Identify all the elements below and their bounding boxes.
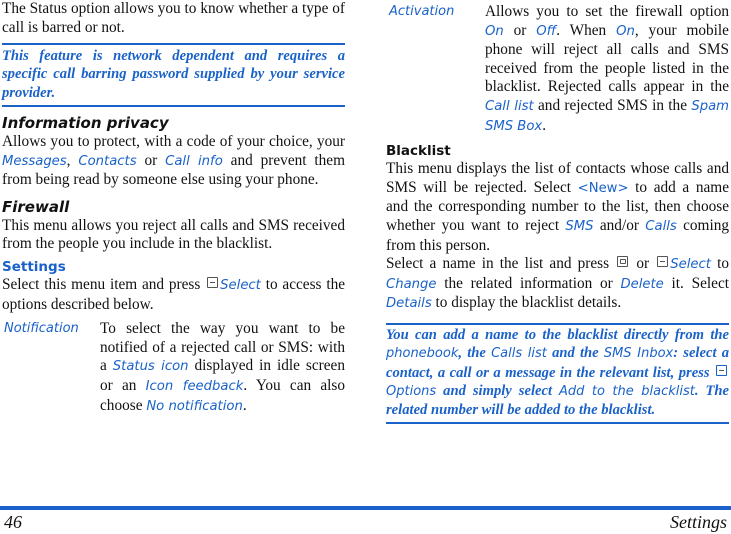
network-note-text: This feature is network dependent and requires a specific call barring password supplied by your service provider.	[2, 48, 345, 101]
note-text-4: : select a contact, a call or a message in the relevant list, press	[386, 345, 729, 381]
activation-text-5: and rejected SMS in the	[533, 96, 692, 114]
note-text-3: and the	[546, 345, 604, 362]
details-link: Details	[386, 296, 432, 312]
sms-link: SMS	[565, 218, 594, 234]
blacklist-text-1: This menu displays the list of contacts whose calls and SMS will be rejected. Select	[386, 160, 729, 196]
privacy-text-3: or	[136, 151, 166, 169]
blacklist-note	[386, 321, 729, 424]
privacy-text-4: and prevent them from being read by someone else using your phone.	[2, 151, 346, 189]
activation-text-3: . When	[556, 21, 617, 39]
blacklist-q-2: or	[630, 255, 656, 273]
note-text-1: You can add a name to the blacklist directly from the	[386, 326, 729, 343]
note-text-5: and simply select	[436, 382, 560, 399]
select-link-2: Select	[670, 257, 711, 273]
information-privacy-paragraph	[2, 133, 345, 190]
section-name: Settings	[670, 512, 727, 532]
spam-sms-box-link: Spam SMS Box	[485, 98, 729, 134]
settings-paragraph	[2, 276, 345, 314]
network-note	[2, 43, 345, 107]
note-text-2: , the	[458, 345, 492, 362]
blacklist-text-4: coming from this person.	[386, 216, 729, 254]
note-top-rule	[386, 323, 729, 325]
activation-label: Activation	[389, 4, 455, 19]
status-icon-link: Status icon	[112, 359, 189, 375]
call-info-link: Call info	[165, 153, 223, 169]
select-link: Select	[220, 278, 261, 294]
no-notification-link: No notification	[146, 398, 243, 414]
off-link: Off	[536, 23, 557, 39]
activation-text-1: Allows you to set the firewall option	[485, 3, 729, 20]
settings-text-2: to access the options described below.	[2, 276, 346, 313]
footer-rule	[0, 506, 731, 510]
change-link: Change	[386, 276, 437, 292]
notification-description	[100, 320, 345, 416]
notification-text-1: To select the way you want to be notified of a rejected call or SMS: with a	[100, 320, 345, 375]
softkey-left-icon	[207, 277, 218, 288]
blacklist-text-2: to add a name and the corresponding number to the list, then choose whether you want to reject	[386, 178, 729, 234]
delete-link: Delete	[620, 276, 664, 292]
messages-link: Messages	[2, 153, 67, 169]
activation-text-4: , your mobile phone will reject all calls and SMS received from the people listed in the blacklist. Rejected calls appear in the	[485, 21, 729, 96]
notification-text-3: . You can also choose	[100, 377, 345, 414]
privacy-text-2: ,	[66, 151, 79, 169]
activation-text-6: .	[542, 116, 547, 134]
settings-text-1: Select this menu item and press	[2, 276, 206, 294]
options-link: Options	[386, 383, 437, 399]
icon-feedback-link: Icon feedback	[145, 379, 244, 395]
blacklist-q-3: to	[710, 255, 729, 273]
softkey-left-icon	[657, 256, 668, 267]
phonebook-link: phonebook	[386, 346, 459, 362]
on-link: On	[485, 23, 504, 39]
information-privacy-heading: Information privacy	[2, 114, 169, 133]
activation-description	[485, 3, 729, 136]
note-text-6: . The related number will be added to the blacklist.	[386, 382, 729, 419]
notification-text-4: .	[242, 396, 247, 414]
blacklist-q-6: to display the blacklist details.	[431, 294, 622, 312]
calls-list-link: Calls list	[491, 346, 547, 362]
notification-text-2: displayed in idle screen or an	[100, 357, 345, 395]
calls-link: Calls	[645, 218, 677, 234]
sms-inbox-link: SMS Inbox	[603, 346, 674, 362]
blacklist-text-3: and/or	[593, 216, 646, 234]
left-column	[2, 0, 345, 416]
page-number: 46	[4, 512, 22, 532]
right-column	[386, 0, 729, 424]
blacklist-paragraph-2	[386, 255, 729, 314]
contacts-link: Contacts	[78, 153, 137, 169]
privacy-text-1: Allows you to protect, with a code of your choice, your	[2, 133, 345, 151]
call-list-link: Call list	[485, 98, 534, 114]
status-intro-paragraph: The Status option allows you to know whether a type of call is barred or not.	[2, 0, 345, 36]
settings-heading: Settings	[2, 259, 66, 276]
blacklist-q-1: Select a name in the list and press	[386, 255, 616, 273]
blacklist-paragraph	[386, 160, 729, 255]
blacklist-note-text	[386, 326, 729, 419]
on-link-2: On	[616, 23, 635, 39]
activation-option	[386, 3, 729, 136]
notification-label: Notification	[4, 321, 79, 337]
blacklist-q-5: it. Select	[663, 274, 729, 292]
firewall-paragraph: This menu allows you reject all calls and SMS received from the people you include in the blacklist.	[2, 216, 345, 253]
activation-text-2: or	[503, 21, 537, 39]
blacklist-heading: Blacklist	[386, 143, 451, 160]
firewall-heading: Firewall	[2, 197, 70, 216]
ok-key-icon	[617, 256, 628, 267]
notification-option	[2, 320, 345, 416]
blacklist-q-4: the related information or	[436, 274, 621, 292]
new-link: <New>	[577, 180, 629, 196]
add-to-blacklist-link: Add to the blacklist	[559, 383, 695, 399]
softkey-left-icon	[716, 365, 727, 376]
